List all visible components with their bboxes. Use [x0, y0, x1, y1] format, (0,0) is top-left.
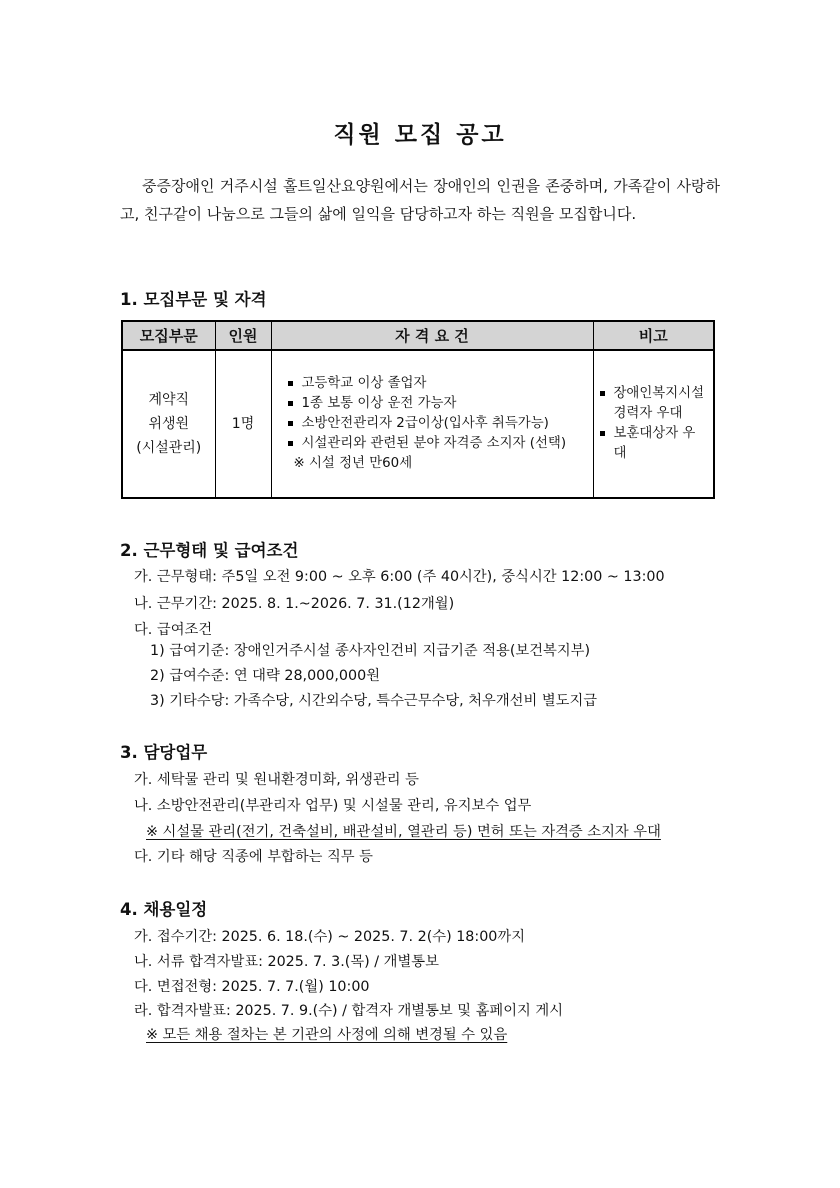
page-title: 직원 모집 공고 [333, 122, 507, 148]
recruitment-table [121, 320, 715, 499]
section-1-heading: 1. 모집부문 및 자격 [120, 290, 267, 309]
duty-preference-note: ※ 시설물 관리(전기, 건축설비, 배관설비, 열관리 등) 면허 또는 자격증 소지자 우대 [146, 824, 661, 840]
duty-line: 나. 소방안전관리(부관리자 업무) 및 시설물 관리, 유지보수 업무 [134, 798, 532, 814]
table-row [122, 350, 714, 498]
division-cell [122, 350, 215, 498]
salary-basis-line: 1) 급여기준: 장애인거주시설 종사자인건비 지급기준 적용(보건복지부) [150, 643, 591, 659]
list-item: 보훈대상자 우대 [600, 424, 708, 464]
count-cell: 1명 [215, 350, 271, 498]
intro-paragraph: 중증장애인 거주시설 홀트일산요양원에서는 장애인의 인권을 존중하며, 가족같이 사랑하고, 친구같이 나눔으로 그들의 삶에 일익을 담당하고자 하는 직원을 모집합니다. [120, 177, 720, 223]
division-line: (시설관리) [136, 440, 202, 456]
work-type-line: 가. 근무형태: 주5일 오전 9:00 ~ 오후 6:00 (주 40시간), 중식시간 12:00 ~ 13:00 [134, 569, 665, 585]
list-item: 1종 보통 이상 운전 가능자 [288, 394, 593, 414]
header-remarks: 비고 [593, 321, 714, 350]
division-line: 계약직 [148, 392, 190, 408]
remarks-list [594, 384, 714, 464]
schedule-line: 나. 서류 합격자발표: 2025. 7. 3.(목) / 개별통보 [134, 954, 439, 970]
table-header-row [122, 321, 714, 350]
section-4-heading: 4. 채용일정 [120, 900, 208, 919]
header-division: 모집부문 [122, 321, 215, 350]
remarks-cell [593, 350, 714, 498]
list-item: 시설관리와 관련된 분야 자격증 소지자 (선택) [288, 434, 593, 454]
salary-conditions-line: 다. 급여조건 [134, 622, 213, 638]
schedule-change-note: ※ 모든 채용 절차는 본 기관의 사정에 의해 변경될 수 있음 [146, 1027, 508, 1043]
requirements-list [272, 374, 593, 454]
schedule-line: 가. 접수기간: 2025. 6. 18.(수) ~ 2025. 7. 2(수) 18:00까지 [134, 929, 526, 945]
header-count: 인원 [215, 321, 271, 350]
list-item: 장애인복지시설 경력자 우대 [600, 384, 708, 424]
list-item: 고등학교 이상 졸업자 [288, 374, 593, 394]
division-line: 위생원 [148, 416, 190, 432]
list-item: 소방안전관리자 2급이상(입사후 취득가능) [288, 414, 593, 434]
duty-line: 다. 기타 해당 직종에 부합하는 직무 등 [134, 849, 373, 865]
schedule-line: 라. 합격자발표: 2025. 7. 9.(수) / 합격자 개별통보 및 홈페이지 게시 [134, 1003, 564, 1019]
work-period-line: 나. 근무기간: 2025. 8. 1.~2026. 7. 31.(12개월) [134, 596, 455, 612]
allowances-line: 3) 기타수당: 가족수당, 시간외수당, 특수근무수당, 처우개선비 별도지급 [150, 693, 598, 709]
schedule-line: 다. 면접전형: 2025. 7. 7.(월) 10:00 [134, 979, 370, 995]
salary-level-line: 2) 급여수준: 연 대략 28,000,000원 [150, 668, 381, 684]
section-3-heading: 3. 담당업무 [120, 743, 208, 762]
duty-line: 가. 세탁물 관리 및 원내환경미화, 위생관리 등 [134, 772, 419, 788]
section-2-heading: 2. 근무형태 및 급여조건 [120, 541, 299, 560]
header-requirements: 자 격 요 건 [271, 321, 593, 350]
requirements-cell [271, 350, 593, 498]
requirement-note: ※ 시설 정년 만60세 [293, 456, 413, 471]
